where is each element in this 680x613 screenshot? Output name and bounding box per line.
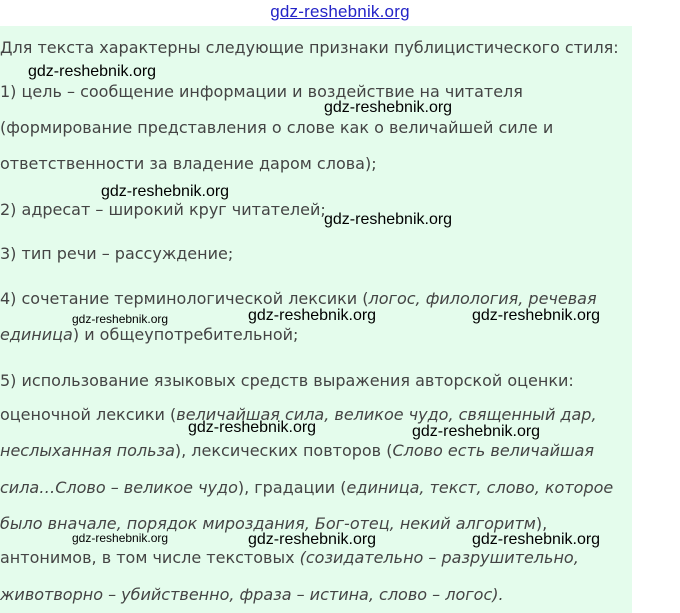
site-link[interactable]: gdz-reshebnik.org [270, 2, 410, 21]
text-line: единица) и общеупотребительной; [0, 325, 299, 344]
watermark: gdz-reshebnik.org [472, 531, 601, 548]
watermark: gdz-reshebnik.org [72, 312, 169, 326]
text-line: было вначале, порядок мироздания, Бог-отец, некий алгоритм), [0, 514, 548, 533]
watermark: gdz-reshebnik.org [324, 99, 453, 116]
watermark: gdz-reshebnik.org [412, 423, 541, 440]
watermark: gdz-reshebnik.org [248, 531, 377, 548]
text-line: животворно – убийственно, фраза – истина, слово – логос). [0, 585, 504, 604]
text-line: 3) тип речи – рассуждение; [0, 244, 234, 263]
text-line: антонимов, в том числе текстовых (созидательно – разрушительно, [0, 548, 579, 567]
text-line: 1) цель – сообщение информации и воздействие на читателя [0, 82, 523, 101]
text-line: 2) адресат – широкий круг читателей; [0, 200, 326, 219]
watermark: gdz-reshebnik.org [248, 307, 377, 324]
text-line: (формирование представления о слове как о величайшей силе и [0, 118, 554, 137]
watermark: gdz-reshebnik.org [101, 183, 230, 200]
text-line: неслыханная польза), лексических повторов (Слово есть величайшая [0, 441, 595, 460]
text-line: 5) использование языковых средств выражения авторской оценки: [0, 371, 574, 390]
watermark: gdz-reshebnik.org [188, 419, 317, 436]
text-line: оценочной лексики (величайшая сила, великое чудо, священный дар, [0, 405, 597, 424]
watermark: gdz-reshebnik.org [472, 307, 601, 324]
text-line: ответственности за владение даром слова); [0, 154, 377, 173]
watermark: gdz-reshebnik.org [72, 531, 169, 545]
site-header [0, 0, 680, 26]
text-line: Для текста характерны следующие признаки публицистического стиля: [0, 38, 619, 57]
text-line: сила…Слово – великое чудо), градации (единица, текст, слово, которое [0, 478, 614, 497]
watermark: gdz-reshebnik.org [28, 63, 157, 80]
watermark: gdz-reshebnik.org [324, 211, 453, 228]
text-line: 4) сочетание терминологической лексики (логос, филология, речевая [0, 289, 597, 308]
